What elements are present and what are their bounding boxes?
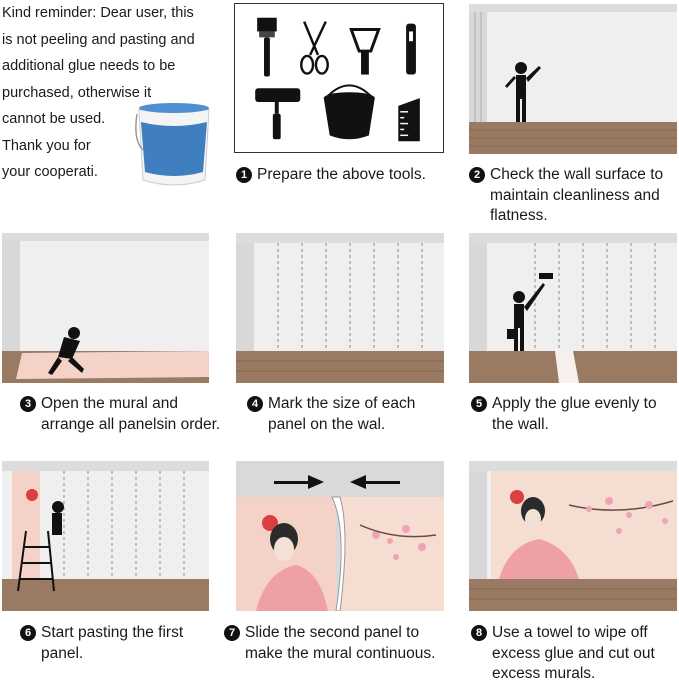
reminder-line: your cooperati. (2, 164, 98, 180)
step-caption-2 (469, 165, 679, 227)
step-text-continued: maintain cleanliness and flatness. (490, 186, 660, 224)
step-number-badge: 4 (247, 396, 263, 412)
step-text-continued: panel. (41, 644, 84, 662)
tools-panel (234, 3, 444, 153)
reminder-line: cannot be used. (2, 111, 106, 127)
glue-bucket-image (133, 100, 215, 190)
step-text: Open the mural and (41, 395, 179, 412)
step-text: Start pasting the first (41, 624, 184, 641)
step-text-continued: make the mural continuous. (245, 644, 436, 662)
step-image-4 (236, 233, 444, 383)
step-image-2 (469, 4, 677, 154)
bucket-icon (324, 85, 375, 139)
step-caption-7 (224, 623, 466, 664)
step-image-7 (236, 461, 444, 611)
reminder-line: is not peeling and pasting and (2, 31, 195, 48)
step-number-badge: 8 (471, 625, 487, 641)
step-number-badge: 1 (236, 167, 252, 183)
paint-roller-icon (255, 88, 300, 139)
step-number-badge: 5 (471, 396, 487, 412)
step-text-continued: arrange all panelsin order. (41, 415, 221, 433)
step-text-continued: the wall. (492, 415, 549, 433)
utility-knife-icon (406, 24, 416, 75)
step-text: Check the wall surface to (490, 166, 664, 183)
step-text: Prepare the above tools. (257, 166, 426, 183)
step-caption-6 (20, 623, 230, 664)
scraper-icon (351, 29, 378, 74)
step-caption-8 (471, 623, 679, 681)
reminder-line: additional glue needs to be (2, 58, 176, 74)
reminder-line: Kind reminder: Dear user, this (2, 5, 194, 21)
step-caption-1 (236, 165, 451, 186)
step-text-continued: excess glue and cut out excess murals. (492, 644, 655, 681)
step-number-badge: 7 (224, 625, 240, 641)
step-text: Mark the size of each (268, 395, 416, 412)
paint-brush-icon (257, 18, 277, 77)
step-image-6 (2, 461, 209, 611)
step-image-3 (2, 233, 209, 383)
step-text-continued: panel on the wal. (268, 415, 386, 433)
step-caption-4 (247, 394, 447, 435)
step-number-badge: 6 (20, 625, 36, 641)
reminder-line: purchased, otherwise it (2, 84, 152, 101)
step-caption-3 (20, 394, 230, 435)
ruler-icon (398, 98, 420, 141)
scissors-icon (301, 22, 327, 74)
step-text: Slide the second panel to (245, 624, 420, 641)
step-text: Apply the glue evenly to (492, 395, 657, 412)
step-text: Use a towel to wipe off (492, 624, 648, 641)
step-caption-5 (471, 394, 679, 435)
step-image-8 (469, 461, 677, 611)
step-image-5 (469, 233, 677, 383)
reminder-line: Thank you for (2, 137, 91, 154)
step-number-badge: 3 (20, 396, 36, 412)
step-number-badge: 2 (469, 167, 485, 183)
